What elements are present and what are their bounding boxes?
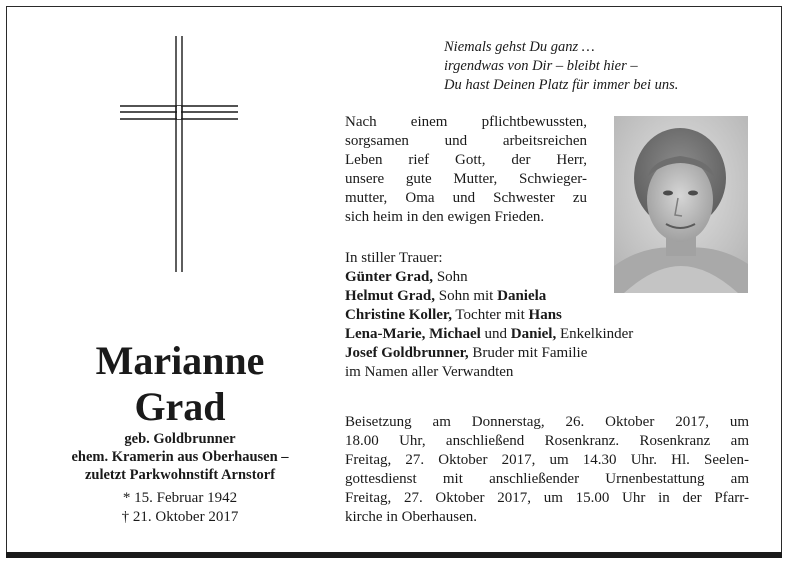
bottom-rule <box>6 552 782 558</box>
birth-name: geb. Goldbrunner <box>124 431 236 447</box>
funeral-line: 18.00 Uhr, anschließend Rosenkranz. Rosenkranz am <box>345 433 749 449</box>
intro-line: sich heim in den ewigen Frieden. <box>345 209 545 225</box>
death-date: † 21. Oktober 2017 <box>121 509 239 525</box>
life-dates <box>60 489 300 527</box>
mourner-row: Helmut Grad, Sohn mit Daniela <box>345 288 547 304</box>
deceased-name <box>60 338 300 430</box>
poem-line-3: Du hast Deinen Platz für immer bei uns. <box>444 77 679 93</box>
cross-icon <box>120 36 238 272</box>
mourner-row: Christine Koller, Tochter mit Hans <box>345 307 562 323</box>
mourner-row: Josef Goldbrunner, Bruder mit Familie <box>345 345 588 361</box>
intro-line: sorgsamen und arbeitsreichen <box>345 133 587 149</box>
intro-text <box>345 113 587 227</box>
last-name: Grad <box>134 384 226 429</box>
intro-line: Nach einem pflichtbewussten, <box>345 114 587 130</box>
funeral-line: gottesdienst mit anschließender Urnenbestattung am <box>345 471 749 487</box>
funeral-line: kirche in Oberhausen. <box>345 509 478 525</box>
mourners-heading: In stiller Trauer: <box>345 250 443 266</box>
funeral-line: Beisetzung am Donnerstag, 26. Oktober 2017, um <box>345 414 749 430</box>
first-name: Marianne <box>95 338 265 383</box>
bio-line-2: zuletzt Parkwohnstift Arnstorf <box>84 467 276 483</box>
funeral-line: Freitag, 27. Oktober 2017, um 14.30 Uhr. Hl. Seelen- <box>345 452 749 468</box>
deceased-bio <box>20 430 340 484</box>
mourner-row: Günter Grad, Sohn <box>345 269 468 285</box>
mourners-list <box>345 249 765 382</box>
poem-line-2: irgendwas von Dir – bleibt hier – <box>444 58 638 74</box>
poem <box>444 38 764 95</box>
birth-date: * 15. Februar 1942 <box>122 490 238 506</box>
funeral-info <box>345 413 749 527</box>
mourners-closing: im Namen aller Verwandten <box>345 364 514 380</box>
intro-line: unsere gute Mutter, Schwieger- <box>345 171 587 187</box>
intro-line: Leben rief Gott, der Herr, <box>345 152 587 168</box>
mourner-row: Lena-Marie, Michael und Daniel, Enkelkinder <box>345 326 634 342</box>
intro-line: mutter, Oma und Schwester zu <box>345 190 587 206</box>
poem-line-1: Niemals gehst Du ganz … <box>444 39 595 55</box>
funeral-line: Freitag, 27. Oktober 2017, um 15.00 Uhr in der Pfarr- <box>345 490 749 506</box>
bio-line-1: ehem. Kramerin aus Oberhausen – <box>71 449 289 465</box>
